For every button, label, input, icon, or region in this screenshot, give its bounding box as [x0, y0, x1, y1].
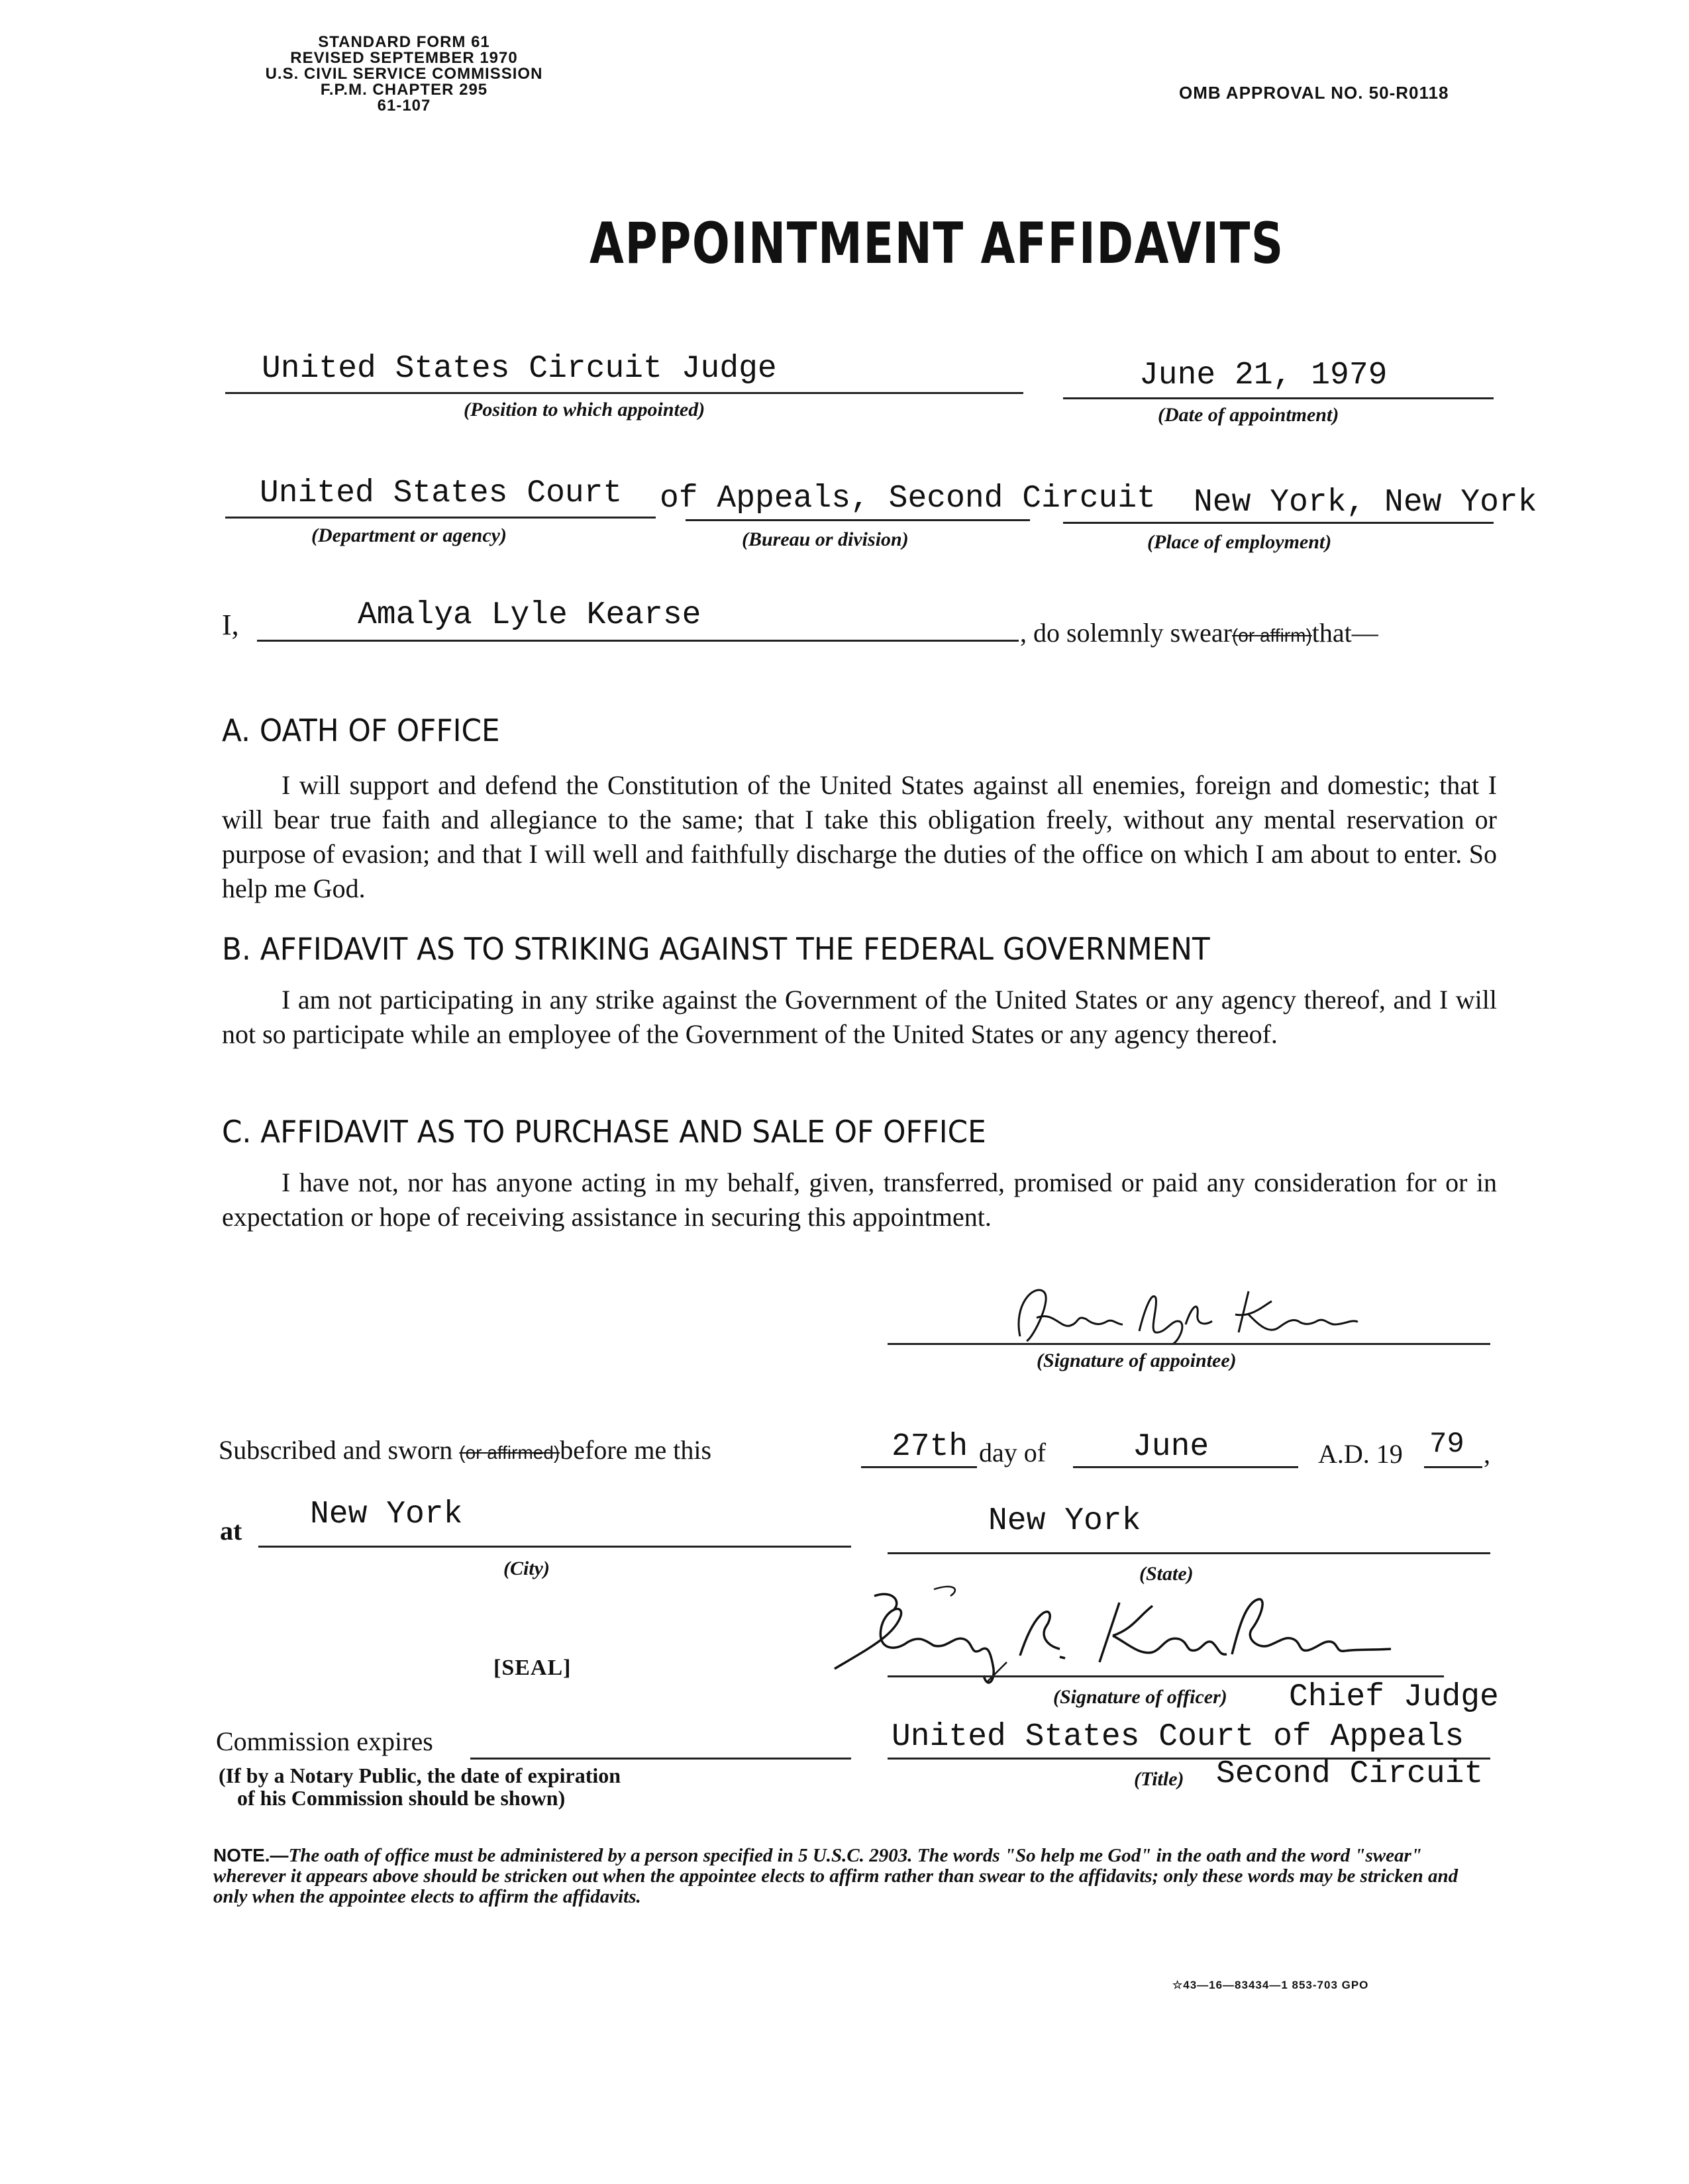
section-a-heading: A. OATH OF OFFICE [222, 713, 500, 748]
swear-text: , do solemnly swear [1020, 618, 1232, 648]
department-value: United States Court [260, 475, 623, 511]
commission-note-line: (If by a Notary Public, the date of expiration [219, 1763, 621, 1787]
form-line: STANDARD FORM 61 [318, 33, 490, 51]
commission-underline [470, 1758, 851, 1760]
date-caption: (Date of appointment) [1158, 404, 1339, 426]
appointee-signature [1007, 1278, 1431, 1351]
appointee-name-underline [257, 640, 1019, 642]
at-label: at [220, 1516, 242, 1546]
day-of-label: day of [979, 1438, 1047, 1467]
note-label: NOTE.— [213, 1845, 289, 1865]
place-caption: (Place of employment) [1147, 531, 1332, 553]
sworn-day-value: 27th [892, 1429, 968, 1465]
note-text: The oath of office must be administered by a person specified in 5 U.S.C. 2903. The words "So help me God" in the oath and the word "swear" wherever it appears above should be stricken out when the appointee elects to affirm rather than swear to the affidavits; only these words may be stricken and only when the appointee elects to affirm the affidavits. [213, 1845, 1459, 1907]
oath-suffix [1020, 617, 1378, 648]
state-value: New York [988, 1503, 1141, 1539]
position-caption: (Position to which appointed) [464, 399, 705, 421]
form-line: F.P.M. CHAPTER 295 [320, 81, 488, 99]
ad-label: A.D. 19 [1318, 1439, 1403, 1469]
state-caption: (State) [1139, 1563, 1194, 1585]
officer-title-caption: (Title) [1134, 1768, 1184, 1790]
section-a-text [222, 768, 1497, 906]
appointee-signature-line [888, 1343, 1490, 1345]
department-underline [225, 517, 656, 519]
commission-note-line: of his Commission should be shown) [237, 1786, 566, 1810]
city-value: New York [310, 1497, 463, 1532]
footer-note [213, 1845, 1485, 1907]
commission-label: Commission expires [216, 1726, 433, 1756]
section-b-text [222, 983, 1497, 1052]
department-caption: (Department or agency) [311, 524, 507, 546]
omb-approval: OMB APPROVAL NO. 50-R0118 [1179, 83, 1449, 103]
place-underline [1063, 522, 1494, 524]
position-underline [225, 392, 1023, 394]
bureau-value: of Appeals, Second Circuit [660, 481, 1156, 517]
section-c-body: I have not, nor has anyone acting in my behalf, given, transferred, promised or paid any consideration for or in expectation or hope of receiving assistance in securing this appointment. [222, 1167, 1497, 1232]
date-underline [1063, 397, 1494, 399]
before-me-text: before me this [560, 1435, 712, 1465]
subscribed-text: Subscribed and sworn [219, 1435, 453, 1465]
officer-signature-caption: (Signature of officer) [1053, 1686, 1227, 1708]
officer-title-line2: United States Court of Appeals [892, 1719, 1464, 1755]
form-identifier [219, 34, 589, 114]
section-c-heading: C. AFFIDAVIT AS TO PURCHASE AND SALE OF OFFICE [222, 1114, 986, 1150]
bureau-underline [686, 519, 1030, 521]
struck-affirmed: (or affirmed) [459, 1442, 560, 1463]
seal-label: [SEAL] [493, 1656, 572, 1680]
city-underline [258, 1546, 851, 1548]
state-underline [888, 1552, 1490, 1554]
appointee-name: Amalya Lyle Kearse [358, 597, 701, 633]
officer-signature [821, 1576, 1457, 1689]
officer-title-line1: Chief Judge [1289, 1679, 1499, 1715]
struck-affirm: (or affirm) [1231, 625, 1312, 646]
that-text: that— [1311, 618, 1378, 648]
section-c-text [222, 1166, 1497, 1234]
sworn-month-underline [1073, 1466, 1298, 1468]
position-value: United States Circuit Judge [262, 351, 777, 387]
place-value: New York, New York [1194, 485, 1537, 521]
section-b-body: I am not participating in any strike against the Government of the United States or any agency thereof, and I will not so participate while an employee of the Government of the United States or any agency thereof. [222, 985, 1497, 1049]
bureau-caption: (Bureau or division) [742, 528, 909, 550]
oath-prefix: I, [222, 609, 239, 641]
appointee-signature-caption: (Signature of appointee) [1037, 1350, 1237, 1371]
form-line: REVISED SEPTEMBER 1970 [290, 49, 518, 67]
sworn-year-underline [1424, 1466, 1482, 1468]
subscribed-prefix [219, 1434, 711, 1465]
sworn-day-underline [861, 1466, 977, 1468]
commission-note [219, 1764, 621, 1809]
city-caption: (City) [503, 1558, 550, 1579]
officer-signature-line [888, 1675, 1444, 1677]
year-comma: , [1484, 1439, 1490, 1469]
officer-title-line3: Second Circuit [1216, 1756, 1484, 1792]
page-title: APPOINTMENT AFFIDAVITS [589, 211, 1284, 277]
form-line: 61-107 [377, 97, 431, 115]
section-a-body: I will support and defend the Constitution of the United States against all enemies, foreign and domestic; that I will bear true faith and allegiance to the same; that I take this obligation freely, without any mental reservation or purpose of evasion; and that I will well and faithfully discharge the duties of the office on which I am about to enter. So help me God. [222, 770, 1497, 903]
print-code: ☆43—16—83434—1 853-703 GPO [1172, 1979, 1369, 1991]
sworn-year-value: 79 [1429, 1428, 1464, 1461]
date-value: June 21, 1979 [1139, 358, 1388, 393]
sworn-month-value: June [1133, 1429, 1209, 1465]
section-b-heading: B. AFFIDAVIT AS TO STRIKING AGAINST THE FEDERAL GOVERNMENT [222, 931, 1210, 967]
form-line: U.S. CIVIL SERVICE COMMISSION [265, 65, 543, 83]
